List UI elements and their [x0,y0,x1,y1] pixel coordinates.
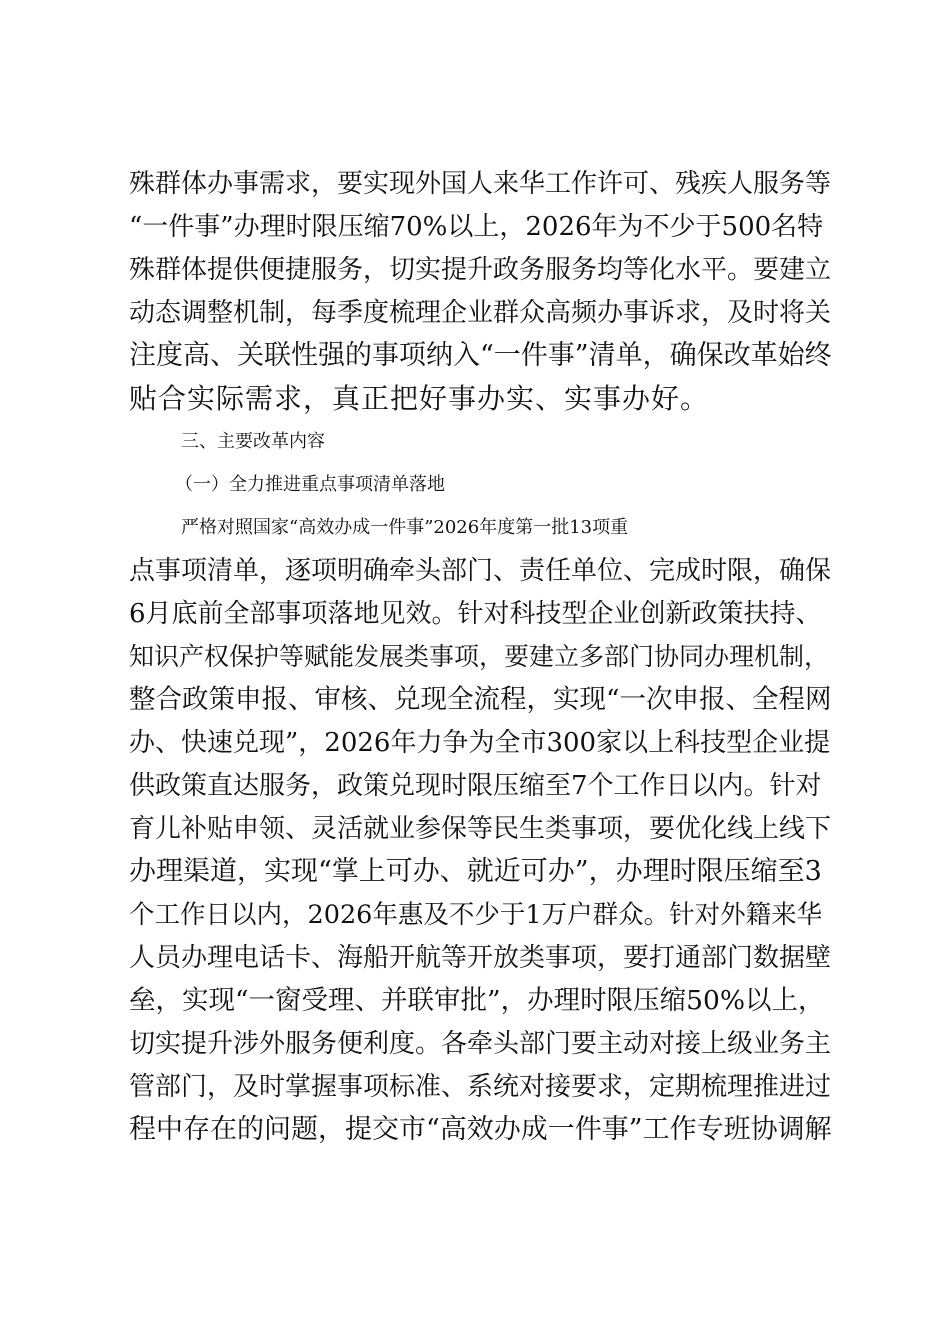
body-line: 办、快速兑现”，2026年力争为全市300家以上科技型企业提 [129,728,831,758]
body-line: 供政策直达服务，政策兑现时限压缩至7个工作日以内。针对 [129,771,822,801]
body-line: 办理渠道，实现“掌上可办、就近可办”，办理时限压缩至3 [129,856,822,887]
body-line: 贴合实际需求，真正把好事办实、实事办好。 [129,382,710,415]
body-line: 严格对照国家“高效办成一件事”2026年度第一批13项重 [181,517,629,538]
body-line: 程中存在的问题，提交市“高效办成一件事”工作专班协调解 [129,1114,832,1145]
body-line: 殊群体办事需求，要实现外国人来华工作许可、残疾人服务等 [129,169,832,199]
body-line: “一件事”办理时限压缩70%以上，2026年为不少于500名特 [129,212,824,242]
body-line: 整合政策申报、审核、兑现全流程，实现“一次申报、全程网 [129,684,832,715]
body-line: 知识产权保护等赋能发展类事项，要建立多部门协同办理机制， [129,642,830,671]
section-heading: 三、主要改革内容 [181,431,325,452]
body-line: 6月底前全部事项落地见效。针对科技型企业创新政策扶持、 [129,599,822,629]
body-line: 动态调整机制，每季度梳理企业群众高频办事诉求，及时将关 [129,298,832,328]
subsection-heading: （一）全力推进重点事项清单落地 [175,474,445,495]
body-line: 切实提升涉外服务便利度。各牵头部门要主动对接上级业务主 [129,1029,832,1059]
body-line: 殊群体提供便捷服务，切实提升政务服务均等化水平。要建立 [129,255,832,285]
body-line: 垒，实现“一窗受理、并联审批”，办理时限压缩50%以上， [129,985,825,1016]
body-line: 注度高、关联性强的事项纳入“一件事”清单，确保改革始终 [129,340,832,371]
body-line: 人员办理电话卡、海船开航等开放类事项，要打通部门数据壁 [129,943,832,973]
body-line: 个工作日以内，2026年惠及不少于1万户群众。针对外籍来华 [129,900,823,930]
body-line: 管部门，及时掌握事项标准、系统对接要求，定期梳理推进过 [129,1072,832,1102]
body-line: 育儿补贴申领、灵活就业参保等民生类事项，要优化线上线下 [129,814,832,844]
body-line: 点事项清单，逐项明确牵头部门、责任单位、完成时限，确保 [129,556,832,586]
